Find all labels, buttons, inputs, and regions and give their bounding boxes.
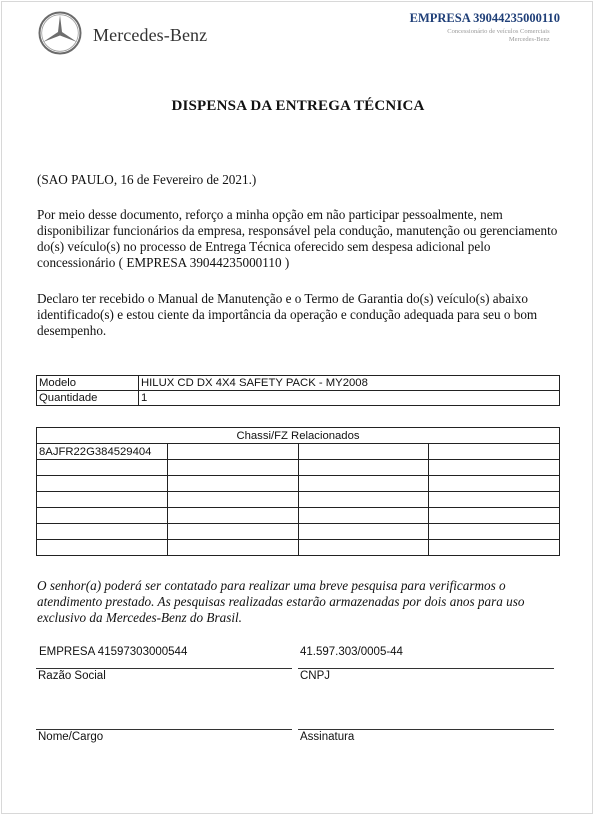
table-cell <box>298 476 429 492</box>
company-sub-line1: Concessionário de veículos Comerciais <box>447 28 550 35</box>
table-cell <box>167 444 298 460</box>
table-cell <box>37 492 168 508</box>
table-row <box>37 444 560 460</box>
table-row <box>37 540 560 556</box>
razao-social-label: Razão Social <box>38 670 106 682</box>
table-row <box>37 492 560 508</box>
company-sub-line2: Mercedes-Benz <box>508 36 550 43</box>
mercedes-star-icon <box>38 11 82 55</box>
table-cell <box>37 508 168 524</box>
table-cell <box>298 508 429 524</box>
model-value: HILUX CD DX 4X4 SAFETY PACK - MY2008 <box>139 376 560 391</box>
table-cell <box>429 460 560 476</box>
company-subtitle <box>410 28 550 44</box>
table-cell: 8AJFR22G384529404 <box>37 444 168 460</box>
table-row <box>37 391 560 406</box>
table-cell <box>429 508 560 524</box>
chassis-table <box>36 427 560 556</box>
table-row <box>37 508 560 524</box>
table-cell <box>429 444 560 460</box>
table-cell <box>429 524 560 540</box>
table-cell <box>429 476 560 492</box>
vehicle-table <box>36 375 560 406</box>
razao-social-line <box>36 668 292 669</box>
brand-name: Mercedes-Benz <box>93 25 208 45</box>
cnpj-value: 41.597.303/0005-44 <box>300 646 403 658</box>
table-row <box>37 524 560 540</box>
table-cell <box>429 540 560 556</box>
table-cell <box>167 476 298 492</box>
table-cell <box>167 492 298 508</box>
table-cell <box>298 444 429 460</box>
table-cell <box>37 540 168 556</box>
paragraph-waiver: Por meio desse documento, reforço a minha opção em não participar pessoalmente, nem disponibilizar funcionários da empresa, responsável pela condução, manutenção ou gerenciamento do(s) veículo(s) no processo de Entrega Técnica oferecido sem despesa adicional pelo concessionário ( EMPRESA 39044235000110 ) <box>37 207 558 270</box>
table-cell <box>429 492 560 508</box>
table-header-row <box>37 428 560 444</box>
table-cell <box>167 508 298 524</box>
table-cell <box>298 524 429 540</box>
nome-cargo-line <box>36 729 292 730</box>
quantity-value: 1 <box>139 391 560 406</box>
razao-social-value: EMPRESA 41597303000544 <box>39 646 188 658</box>
paragraph-declaration: Declaro ter recebido o Manual de Manutenção e o Termo de Garantia do(s) veículo(s) abaixo identificado(s) e estou ciente da importância da operação e condução adequada para seu o bom desempenho. <box>37 291 538 338</box>
table-cell <box>167 524 298 540</box>
quantity-label: Quantidade <box>37 391 139 406</box>
table-row <box>37 476 560 492</box>
table-cell <box>37 460 168 476</box>
cnpj-line <box>298 668 554 669</box>
table-cell <box>167 460 298 476</box>
table-row <box>37 460 560 476</box>
nome-cargo-label: Nome/Cargo <box>38 731 104 743</box>
table-cell <box>298 492 429 508</box>
document-page <box>1 1 593 814</box>
assinatura-line <box>298 729 554 730</box>
date-line: (SAO PAULO, 16 de Fevereiro de 2021.) <box>37 172 257 187</box>
table-cell <box>298 460 429 476</box>
table-cell <box>167 540 298 556</box>
chassis-table-header: Chassi/FZ Relacionados <box>37 428 560 444</box>
survey-notice: O senhor(a) poderá ser contatado para realizar uma breve pesquisa para verificarmos o atendimento prestado. As pesquisas realizadas estarão armazenadas por dois anos para uso exclusivo da Mercedes-Benz do Brasil. <box>37 578 525 625</box>
table-cell <box>37 476 168 492</box>
model-label: Modelo <box>37 376 139 391</box>
company-header <box>410 11 560 44</box>
company-id: EMPRESA 39044235000110 <box>409 11 560 25</box>
table-cell <box>37 524 168 540</box>
document-title: DISPENSA DA ENTREGA TÉCNICA <box>171 98 425 114</box>
assinatura-label: Assinatura <box>300 731 355 743</box>
table-row <box>37 376 560 391</box>
table-cell <box>298 540 429 556</box>
cnpj-label: CNPJ <box>300 670 331 682</box>
